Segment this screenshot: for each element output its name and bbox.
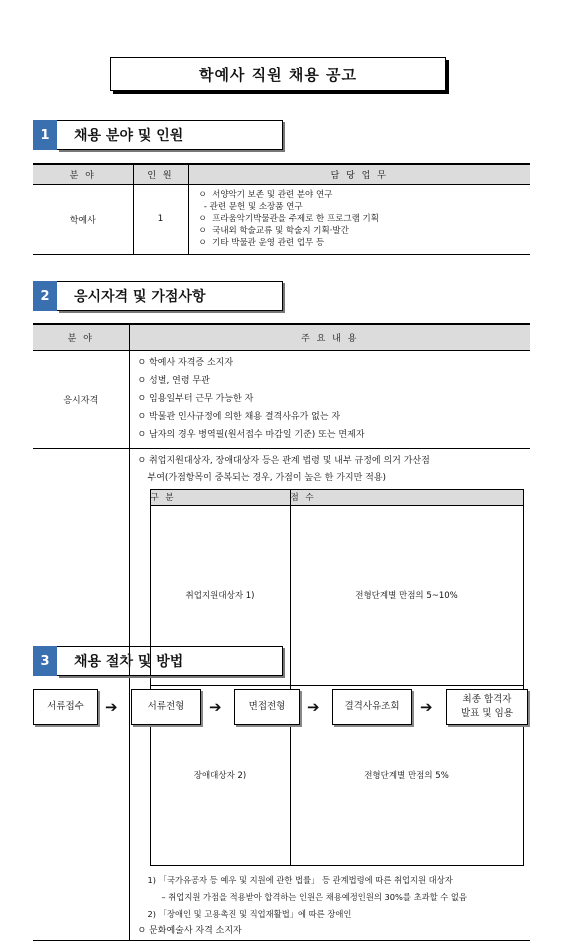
- duty-item: ㅇ 기타 박물관 운영 관련 업무 등: [198, 238, 325, 248]
- process-flow: [0, 689, 564, 725]
- header-duties: 담 당 업 무: [188, 164, 530, 184]
- footnote-1b: – 취업지원 가점을 적용받아 합격하는 인원은 채용예정인원의 30%를 초과할 수 없음: [161, 891, 467, 902]
- bonus-intro: ㅇ 취업지원대상자, 장애대상자 등은 관계 법령 및 내부 규정에 의거 가산점: [137, 455, 430, 466]
- arrow-right-icon: ➔: [307, 698, 320, 716]
- section-2-header: [33, 281, 283, 311]
- section-title: 응시자격 및 가점사항: [57, 281, 283, 311]
- duties-cell: [188, 184, 530, 254]
- qualification-item: ㅇ 성별, 연령 무관: [137, 376, 210, 386]
- recruitment-table: [33, 163, 530, 255]
- qualification-item: ㅇ 임용일부터 근무 가능한 자: [137, 394, 254, 404]
- count-cell: 1: [133, 184, 188, 254]
- section-title: 채용 절차 및 방법: [57, 646, 283, 676]
- duty-item: ㅇ 국내외 학술교류 및 학술지 기획·발간: [198, 226, 349, 236]
- duty-item: ㅇ 프라움악기박물관을 주제로 한 프로그램 기획: [198, 214, 379, 224]
- qualification-item: ㅇ 남자의 경우 병역필(원서접수 마감일 기준) 또는 면제자: [137, 430, 365, 440]
- bonus-item: ㅇ 문화예술사 자격 소지자: [137, 925, 242, 936]
- process-step: 결격사유조회: [332, 689, 412, 725]
- process-step: 서류접수: [33, 689, 98, 725]
- inner-score: 전형단계별 만점의 5%: [290, 685, 523, 865]
- qualification-label: 응시자격: [33, 350, 129, 448]
- process-step-final: 최종 합격자 발표 및 임용: [446, 689, 528, 725]
- header-field: 분 야: [33, 164, 133, 184]
- bonus-score-table: [150, 489, 524, 866]
- qualification-table: [33, 323, 530, 941]
- qualification-item: ㅇ 학예사 자격증 소지자: [137, 358, 234, 368]
- arrow-right-icon: ➔: [420, 698, 433, 716]
- inner-type: 장애대상자 2): [150, 685, 290, 865]
- page-title: 학예사 직원 채용 공고: [110, 57, 446, 91]
- section-3-header: [33, 646, 283, 676]
- header-count: 인 원: [133, 164, 188, 184]
- inner-header-score: 점 수: [290, 489, 523, 505]
- arrow-right-icon: ➔: [105, 698, 118, 716]
- footnote-1: 1) 「국가유공자 등 예우 및 지원에 관한 법률」 등 관계법령에 따른 취업지원 대상자: [147, 874, 453, 885]
- qualification-item: ㅇ 박물관 인사규정에 의한 채용 결격사유가 없는 자: [137, 412, 341, 422]
- section-number: 3: [33, 646, 57, 676]
- qualification-list: [129, 350, 530, 448]
- inner-type: 취업지원대상자 1): [150, 505, 290, 685]
- inner-score: 전형단계별 만점의 5~10%: [290, 505, 523, 685]
- duty-item: - 관련 문헌 및 소장품 연구: [198, 202, 303, 212]
- section-number: 1: [33, 120, 57, 150]
- bonus-intro-cont: 부여(가점항목이 중복되는 경우, 가점이 높은 한 가지만 적용): [147, 472, 387, 483]
- field-cell: 학예사: [69, 215, 96, 226]
- section-title: 채용 분야 및 인원: [57, 120, 283, 150]
- section-number: 2: [33, 281, 57, 311]
- inner-header-type: 구 분: [150, 489, 290, 505]
- duty-item: ㅇ 서양악기 보존 및 관련 분야 연구: [198, 190, 333, 200]
- process-step: 면접전형: [234, 689, 300, 725]
- process-step: 서류전형: [131, 689, 201, 725]
- arrow-right-icon: ➔: [209, 698, 222, 716]
- footnote-2: 2) 「장애인 및 고용촉진 및 직업재활법」에 따른 장애인: [147, 908, 352, 919]
- header-field: 분 야: [33, 324, 129, 350]
- section-1-header: [33, 120, 283, 150]
- header-content: 주 요 내 용: [129, 324, 530, 350]
